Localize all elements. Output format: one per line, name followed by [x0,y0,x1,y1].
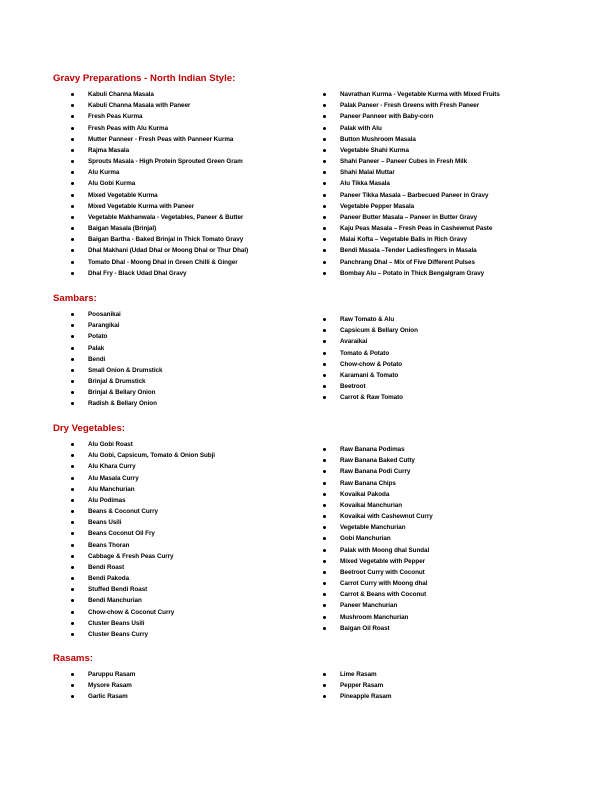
list-item-label: Alu Podimas [88,496,126,504]
list-item-label: Panchrang Dhal – Mix of Five Different Pulses [340,258,475,266]
bullet-icon [323,104,326,107]
bullet-icon [323,482,326,485]
bullet-icon [323,318,326,321]
bullet-icon [71,194,74,197]
list-item-label: Alu Masala Curry [88,474,139,482]
bullet-icon [71,454,74,457]
list-item [71,145,248,156]
list-item [323,500,433,511]
item-list-right [323,669,391,703]
list-item [323,466,433,477]
list-item [323,178,500,189]
bullet-icon [323,127,326,130]
list-item [323,478,433,489]
list-item-label: Cluster Beans Curry [88,630,148,638]
bullet-icon [323,396,326,399]
list-item-label: Poosanikai [88,311,121,318]
list-item-label: Fresh Peas Kurma [88,113,143,121]
bullet-icon [323,515,326,518]
list-item-label: Mutter Panneer - Fresh Peas with Panneer Kurma [88,135,234,143]
bullet-icon [323,571,326,574]
list-item [71,89,248,100]
list-item [323,156,500,167]
list-item-label: Dhal Fry - Black Udad Dhal Gravy [88,269,187,277]
bullet-icon [71,588,74,591]
list-item [323,100,500,111]
bullet-icon [71,358,74,361]
item-list-right [323,314,418,403]
bullet-icon [323,526,326,529]
list-item-label: Mixed Vegetable Kurma [88,191,158,199]
list-item [71,629,215,640]
list-item [71,331,162,342]
list-item-label: Kaju Peas Masala – Fresh Peas in Cashewnut Paste [340,225,493,233]
bullet-icon [323,684,326,687]
list-item [71,190,248,201]
list-item [323,359,418,370]
bullet-icon [71,684,74,687]
bullet-icon [71,369,74,372]
bullet-icon [323,549,326,552]
bullet-icon [323,249,326,252]
list-item-label: Paneer Panneer with Baby-corn [340,113,434,121]
list-item-label: Beetroot [340,383,366,391]
bullet-icon [323,470,326,473]
bullet-icon [323,604,326,607]
list-item [323,245,500,256]
bullet-icon [71,93,74,96]
list-item [323,392,418,403]
list-item-label: Baigan Masala (Brinjal) [88,225,157,233]
list-item [71,562,215,573]
list-item-label: Alu Kurma [88,169,120,177]
list-item [71,201,248,212]
bullet-icon [323,160,326,163]
bullet-icon [71,227,74,230]
list-item-label: Cabbage & Fresh Peas Curry [88,552,174,560]
list-item-label: Vegetable Makhanwala - Vegetables, Paneer & Butter [88,213,244,221]
list-item-label: Kovaikai with Cashewnut Curry [340,513,433,521]
list-item-label: Brinjal & Bellary Onion [88,389,156,397]
list-item-label: Cluster Beans Usili [88,619,145,627]
list-item-label: Avaraikai [340,338,368,346]
bullet-icon [323,448,326,451]
list-item-label: Kovaikai Manchurian [340,501,403,509]
bullet-icon [71,566,74,569]
bullet-icon [71,216,74,219]
list-item [71,365,162,376]
list-item [71,584,215,595]
list-item [323,212,500,223]
list-item-label: Beans Coconut Oil Fry [88,530,155,538]
list-item [323,145,500,156]
bullet-icon [71,127,74,130]
list-item-label: Bendi Roast [88,563,125,571]
section-heading: Dry Vegetables: [53,423,125,434]
list-item-label: Paneer Butter Masala – Paneer in Butter Gravy [340,213,478,221]
bullet-icon [71,499,74,502]
bullet-icon [71,633,74,636]
list-item [323,381,418,392]
list-item-label: Shahi Paneer – Paneer Cubes in Fresh Milk [340,158,468,166]
bullet-icon [71,544,74,547]
list-item-label: Navrathan Kurma - Vegetable Kurma with Mixed Fruits [340,91,500,98]
list-item-label: Palak [88,344,105,352]
bullet-icon [323,374,326,377]
list-item-label: Paruppu Rasam [88,671,136,678]
list-item [323,134,500,145]
list-item-label: Shahi Malai Muttar [340,169,395,177]
bullet-icon [71,488,74,491]
bullet-icon [71,171,74,174]
list-item-label: Palak with Alu [340,124,382,132]
bullet-icon [71,205,74,208]
bullet-icon [323,582,326,585]
list-item [71,439,215,450]
list-item [323,511,433,522]
bullet-icon [71,347,74,350]
bullet-icon [323,227,326,230]
list-item [71,178,248,189]
bullet-icon [71,149,74,152]
bullet-icon [71,313,74,316]
bullet-icon [71,249,74,252]
bullet-icon [323,115,326,118]
list-item-label: Garlic Rasam [88,693,128,701]
bullet-icon [71,182,74,185]
list-item [323,691,391,702]
list-item [71,100,248,111]
bullet-icon [323,537,326,540]
list-item-label: Beetroot Curry with Coconut [340,568,425,576]
list-item [71,320,162,331]
item-list-right [323,444,433,634]
list-item-label: Chow-chow & Potato [340,360,403,368]
list-item-label: Parangikai [88,322,120,330]
list-item-label: Mixed Vegetable with Pepper [340,557,426,565]
list-item [71,506,215,517]
bullet-icon [323,616,326,619]
bullet-icon [71,599,74,602]
list-item-label: Paneer Manchurian [340,602,398,610]
list-item [71,111,248,122]
bullet-icon [323,194,326,197]
list-item-label: Baigan Oil Roast [340,624,390,632]
bullet-icon [323,493,326,496]
bullet-icon [71,272,74,275]
bullet-icon [71,380,74,383]
list-item [71,450,215,461]
bullet-icon [71,521,74,524]
list-item [71,551,215,562]
bullet-icon [323,216,326,219]
list-item-label: Baigan Bartha - Baked Brinjal in Thick Tomato Gravy [88,236,244,244]
list-item [71,540,215,551]
bullet-icon [323,340,326,343]
list-item-label: Brinjal & Drumstick [88,378,146,386]
bullet-icon [323,385,326,388]
bullet-icon [323,149,326,152]
list-item [323,257,500,268]
list-item [71,607,215,618]
list-item [323,589,433,600]
list-item [323,533,433,544]
list-item-label: Gobi Manchurian [340,535,391,543]
list-item-label: Tomato Dhal - Moong Dhal in Green Chilli & Ginger [88,258,238,266]
bullet-icon [323,171,326,174]
list-item [323,223,500,234]
list-item [71,398,162,409]
list-item-label: Kabuli Channa Masala with Paneer [88,102,191,110]
list-item-label: Pepper Rasam [340,682,384,690]
list-item-label: Alu Manchurian [88,485,135,493]
list-item [323,669,391,680]
list-item [71,669,135,680]
list-item-label: Bendi Manchurian [88,597,142,605]
list-item-label: Carrot & Raw Tomato [340,394,403,402]
list-item [323,680,391,691]
bullet-icon [323,560,326,563]
list-item-label: Beans Usili [88,519,122,527]
list-item [323,623,433,634]
bullet-icon [323,261,326,264]
list-item-label: Small Onion & Drumstick [88,366,163,374]
list-item-label: Bendi [88,355,106,363]
list-item [71,618,215,629]
section-heading: Sambars: [53,293,97,304]
bullet-icon [323,352,326,355]
list-item-label: Sprouts Masala - High Protein Sprouted Green Gram [88,158,243,166]
bullet-icon [71,324,74,327]
list-item [71,343,162,354]
item-list-left [71,439,215,640]
list-item [323,556,433,567]
list-item-label: Kabuli Channa Masala [88,91,154,98]
bullet-icon [71,577,74,580]
list-item-label: Button Mushroom Masala [340,135,416,143]
list-item-label: Raw Banana Podi Curry [340,468,411,476]
bullet-icon [323,272,326,275]
bullet-icon [71,695,74,698]
list-item-label: Mixed Vegetable Kurma with Paneer [88,202,195,210]
item-list-right [323,89,500,279]
list-item-label: Beans Thoran [88,541,130,549]
bullet-icon [71,622,74,625]
bullet-icon [71,402,74,405]
list-item [323,489,433,500]
list-item [71,268,248,279]
list-item [71,484,215,495]
list-item [71,156,248,167]
bullet-icon [71,555,74,558]
list-item [71,691,135,702]
bullet-icon [71,465,74,468]
bullet-icon [323,182,326,185]
list-item [71,461,215,472]
list-item [71,167,248,178]
list-item [71,473,215,484]
bullet-icon [323,673,326,676]
list-item-label: Vegetable Shahi Kurma [340,146,409,154]
list-item [323,348,418,359]
bullet-icon [71,104,74,107]
bullet-icon [323,93,326,96]
list-item [323,167,500,178]
bullet-icon [323,593,326,596]
list-item-label: Raw Banana Podimas [340,446,405,453]
list-item [323,234,500,245]
bullet-icon [71,335,74,338]
list-item-label: Kovaikai Pakoda [340,490,390,498]
list-item-label: Alu Gobi, Capsicum, Tomato & Onion Subji [88,452,215,460]
list-item [71,517,215,528]
list-item [323,567,433,578]
list-item [71,245,248,256]
list-item-label: Chow-chow & Coconut Curry [88,608,175,616]
list-item-label: Palak Paneer - Fresh Greens with Fresh Paneer [340,102,480,110]
list-item [323,314,418,325]
list-item [323,522,433,533]
list-item-label: Raw Banana Baked Cutty [340,457,415,465]
list-item [323,612,433,623]
list-item [323,600,433,611]
list-item-label: Palak with Moong dhal Sundal [340,546,430,554]
list-item [71,309,162,320]
bullet-icon [323,238,326,241]
list-item [323,545,433,556]
bullet-icon [71,391,74,394]
list-item [323,370,418,381]
bullet-icon [71,261,74,264]
list-item [71,595,215,606]
list-item [71,234,248,245]
list-item-label: Karamani & Tomato [340,371,399,379]
list-item-label: Fresh Peas with Alu Kurma [88,124,169,132]
list-item-label: Alu Khara Curry [88,463,136,471]
list-item-label: Radish & Bellary Onion [88,400,157,408]
list-item-label: Potato [88,333,108,341]
list-item-label: Raw Tomato & Alu [340,316,395,323]
list-item [323,336,418,347]
list-item-label: Stuffed Bendi Roast [88,586,148,594]
list-item-label: Bendi Masala –Tender Ladiesfingers in Masala [340,247,477,255]
list-item-label: Vegetable Pepper Masala [340,202,415,210]
list-item-label: Raw Banana Chips [340,479,396,487]
list-item [71,134,248,145]
list-item [71,495,215,506]
bullet-icon [71,611,74,614]
bullet-icon [323,695,326,698]
bullet-icon [71,160,74,163]
bullet-icon [323,504,326,507]
list-item [323,268,500,279]
list-item-label: Vegetable Manchurian [340,524,406,532]
list-item-label: Rajma Masala [88,146,130,154]
list-item [71,354,162,365]
list-item [71,223,248,234]
list-item [323,123,500,134]
list-item [71,680,135,691]
list-item-label: Carrot & Beans with Coconut [340,591,427,599]
list-item [323,89,500,100]
bullet-icon [71,238,74,241]
list-item-label: Mushroom Manchurian [340,613,409,621]
list-item-label: Carrot Curry with Moong dhal [340,580,428,588]
list-item [71,257,248,268]
bullet-icon [71,673,74,676]
list-item-label: Alu Gobi Kurma [88,180,136,188]
list-item-label: Beans & Coconut Curry [88,508,158,516]
bullet-icon [71,477,74,480]
bullet-icon [71,532,74,535]
list-item-label: Capsicum & Bellary Onion [340,327,418,335]
list-item [323,455,433,466]
item-list-left [71,669,135,703]
list-item [71,387,162,398]
list-item [71,123,248,134]
list-item [71,528,215,539]
bullet-icon [71,443,74,446]
list-item-label: Pineapple Rasam [340,693,392,701]
list-item-label: Mysore Rasam [88,682,132,690]
list-item-label: Paneer Tikka Masala – Barbecued Paneer in Gravy [340,191,489,199]
list-item-label: Malai Kofta – Vegetable Balls in Rich Gravy [340,236,467,244]
list-item [323,578,433,589]
item-list-left [71,89,248,279]
list-item-label: Bombay Alu – Potato in Thick Bengalgram Gravy [340,269,485,277]
list-item [71,376,162,387]
bullet-icon [323,138,326,141]
section-heading: Rasams: [53,653,93,664]
section-heading: Gravy Preparations - North Indian Style: [53,73,236,84]
bullet-icon [71,510,74,513]
list-item [323,325,418,336]
list-item-label: Alu Gobi Roast [88,441,133,448]
bullet-icon [323,329,326,332]
bullet-icon [323,205,326,208]
bullet-icon [323,627,326,630]
list-item [323,190,500,201]
list-item [71,212,248,223]
item-list-left [71,309,162,410]
bullet-icon [71,138,74,141]
list-item-label: Bendi Pakoda [88,575,130,583]
list-item-label: Alu Tikka Masala [340,180,390,188]
list-item-label: Lime Rasam [340,671,377,678]
list-item-label: Dhal Makhani (Udad Dhal or Moong Dhal or Thur Dhal) [88,247,249,255]
list-item [323,444,433,455]
list-item [323,201,500,212]
bullet-icon [323,459,326,462]
list-item-label: Tomato & Potato [340,349,390,357]
list-item [323,111,500,122]
bullet-icon [323,363,326,366]
list-item [71,573,215,584]
bullet-icon [71,115,74,118]
